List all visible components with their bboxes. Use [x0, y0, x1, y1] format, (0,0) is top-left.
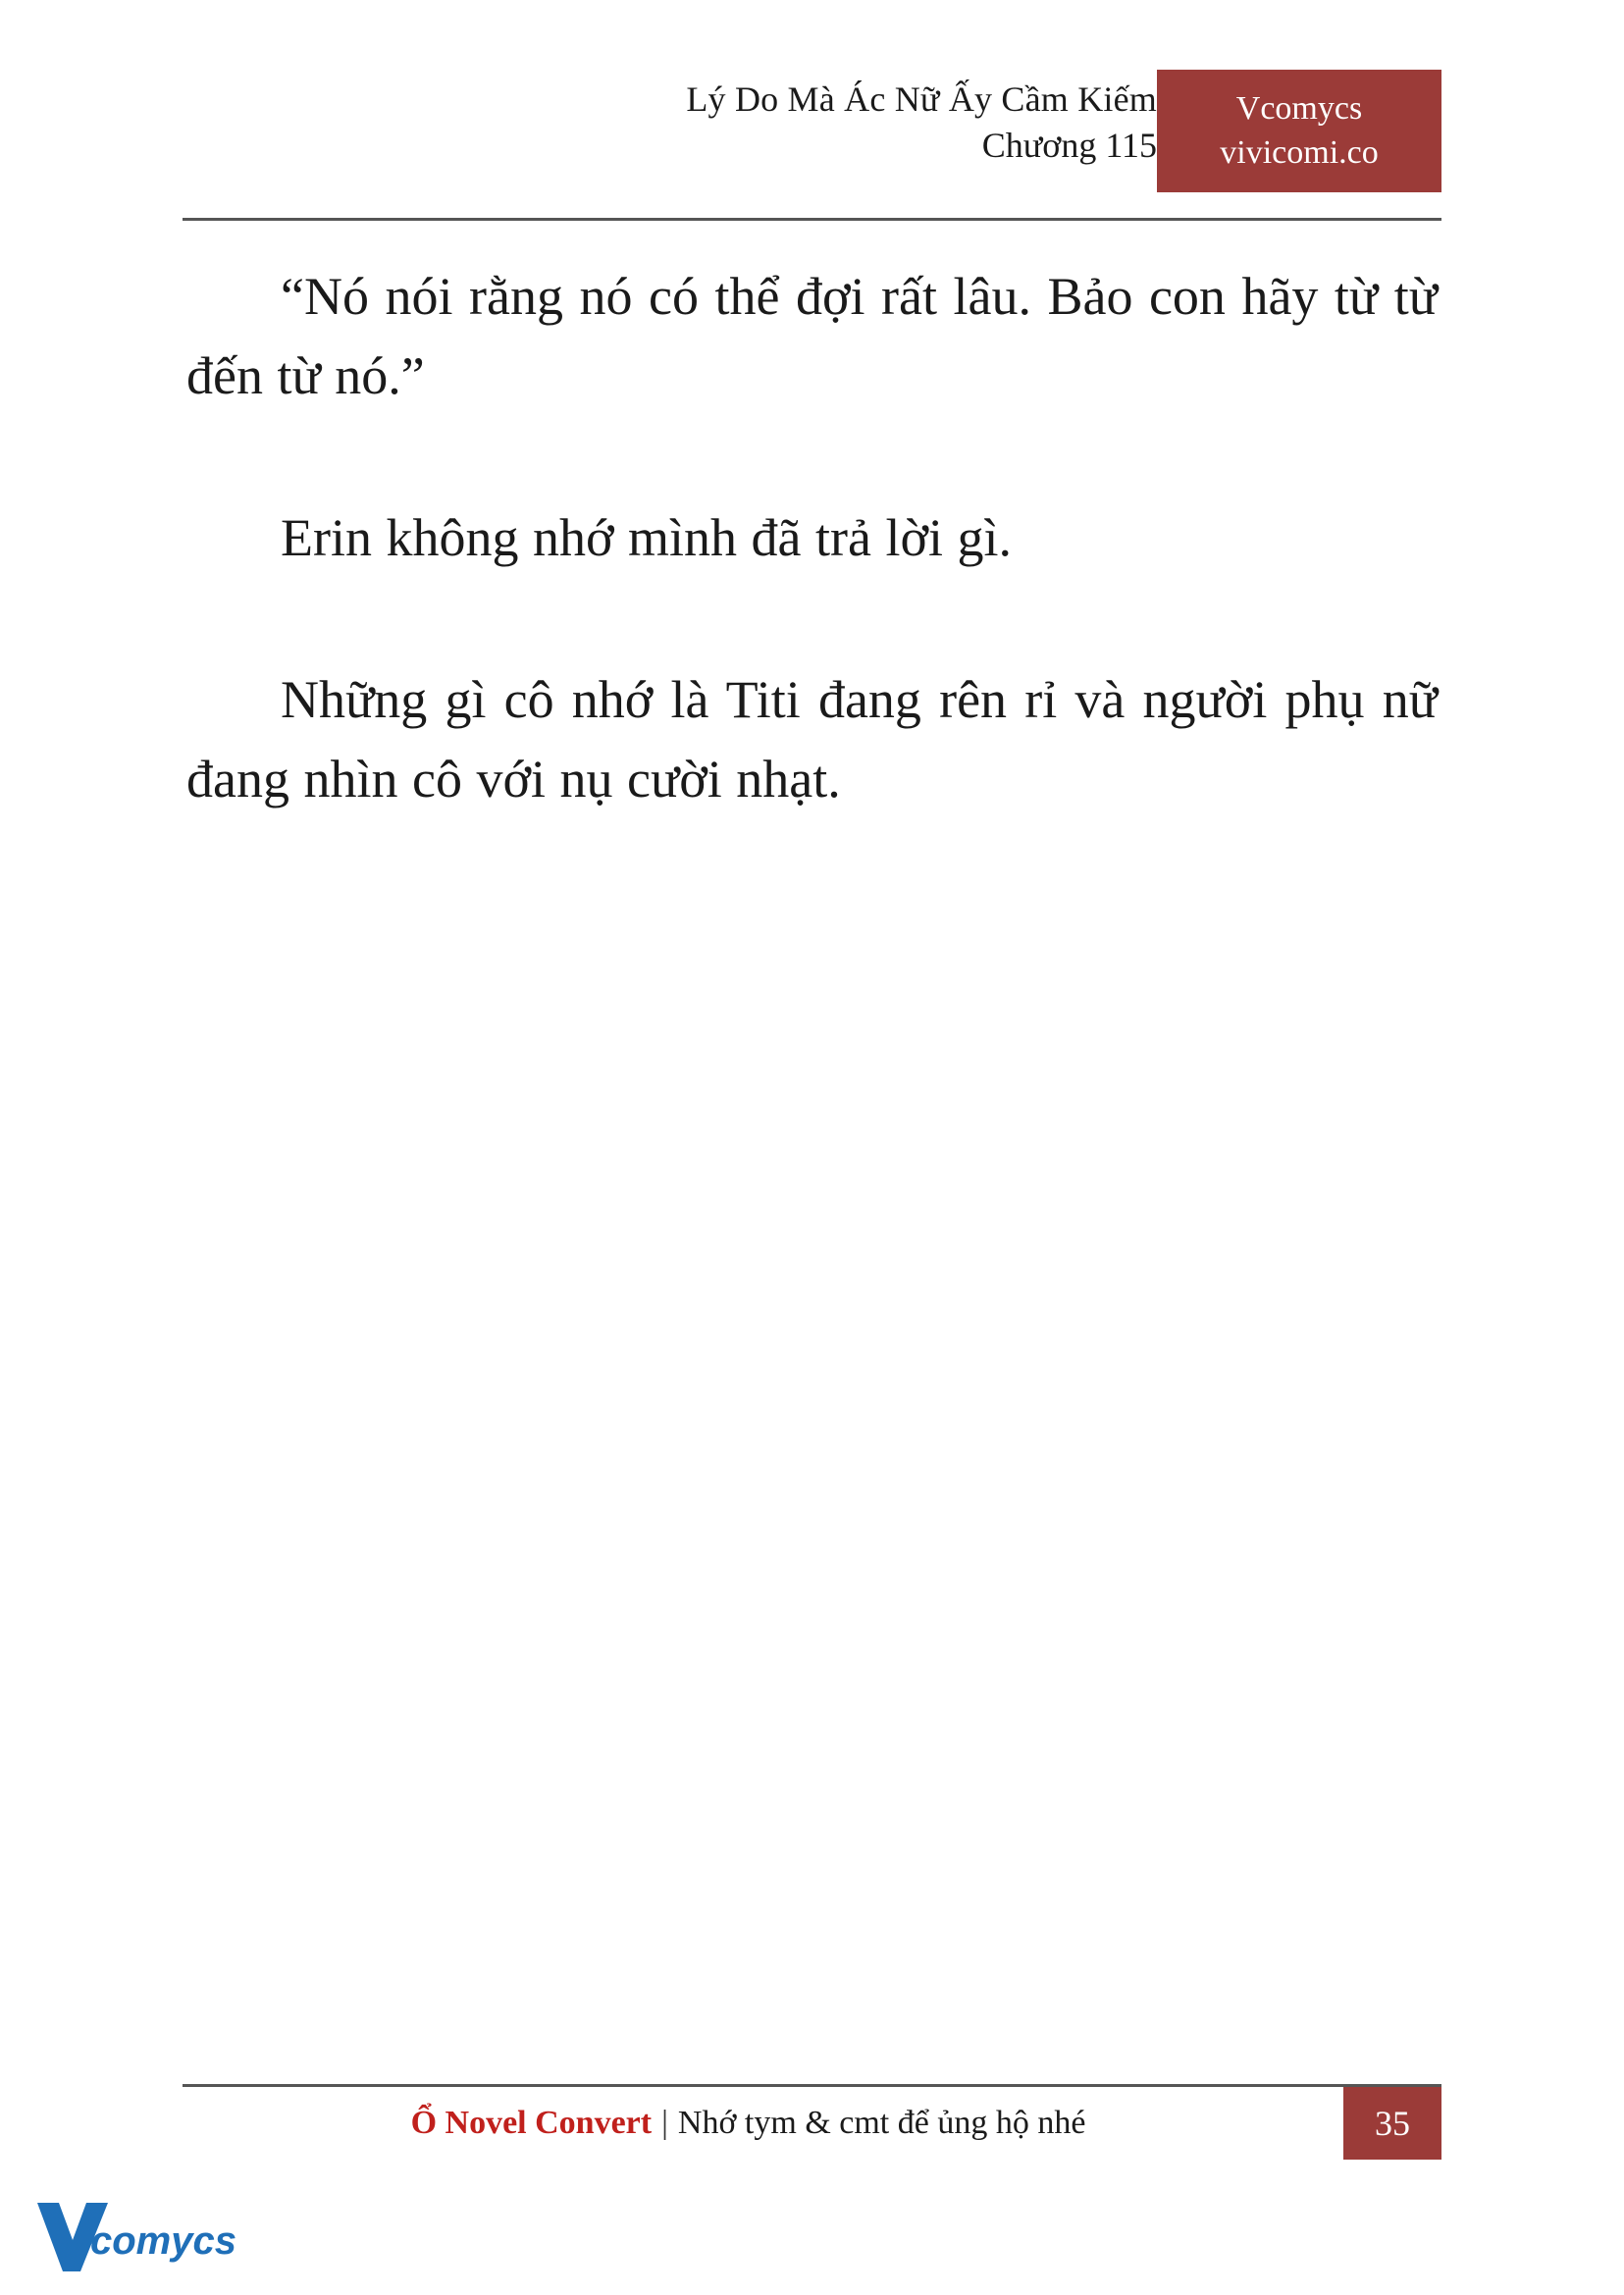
header-badge-line1: Vcomycs — [1235, 90, 1363, 128]
paragraph: Erin không nhớ mình đã trả lời gì. — [281, 508, 1013, 567]
page-number-badge: 35 — [1343, 2087, 1441, 2160]
page-footer — [183, 2087, 1441, 2160]
watermark-icon — [29, 2189, 255, 2277]
header-title-block — [686, 77, 1157, 169]
header-divider — [183, 218, 1441, 221]
footer-separator: | — [661, 2105, 668, 2141]
footer-brand: Ổ Novel Convert — [410, 2105, 653, 2141]
svg-text:comycs: comycs — [90, 2219, 236, 2263]
footer-note: Nhớ tym & cmt để ủng hộ nhé — [677, 2105, 1086, 2141]
footer-credit — [183, 2087, 1314, 2160]
header-badge-line2: vivicomi.co — [1220, 133, 1379, 171]
paragraph: Những gì cô nhớ là Titi đang rên rỉ và người phụ nữ đang nhìn cô với nụ cười nhạt. — [186, 670, 1438, 808]
page-title: Lý Do Mà Ác Nữ Ấy Cầm Kiếm — [686, 79, 1157, 119]
vcomycs-watermark-logo — [29, 2189, 255, 2277]
chapter-label: Chương 115 — [981, 125, 1157, 165]
page-content — [186, 257, 1438, 902]
header-site-badge — [1157, 70, 1441, 192]
page-header — [183, 77, 1441, 204]
paragraph: “Nó nói rằng nó có thể đợi rất lâu. Bảo con hãy từ từ đến từ nó.” — [186, 267, 1438, 405]
